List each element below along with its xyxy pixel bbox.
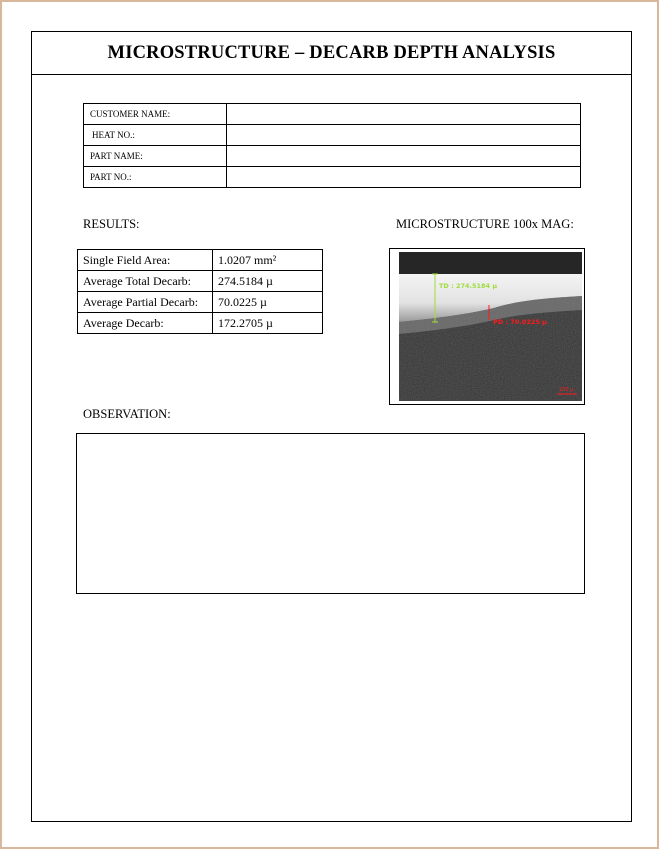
table-row — [78, 313, 323, 334]
microstructure-image — [399, 252, 582, 401]
observation-textarea[interactable] — [76, 433, 585, 594]
avg-partial-decarb-label: Average Partial Decarb: — [78, 292, 213, 313]
microstructure-heading: MICROSTRUCTURE 100x MAG: — [396, 217, 574, 231]
results-table — [77, 249, 323, 334]
document-title: MICROSTRUCTURE – DECARB DEPTH ANALYSIS — [32, 32, 631, 75]
part-no-label: PART NO.: — [84, 167, 227, 188]
total-decarb-label: TD : 274.5184 µ — [439, 282, 498, 290]
document-border — [31, 31, 632, 822]
micrograph-svg — [399, 252, 582, 401]
avg-total-decarb-label: Average Total Decarb: — [78, 271, 213, 292]
table-row — [84, 146, 581, 167]
table-row — [78, 250, 323, 271]
info-table — [83, 103, 581, 188]
avg-decarb-label: Average Decarb: — [78, 313, 213, 334]
heat-no-label: HEAT NO.: — [84, 125, 227, 146]
table-row — [84, 167, 581, 188]
table-row — [84, 125, 581, 146]
partial-decarb-label: PD : 70.0225 µ — [493, 318, 547, 326]
table-row — [78, 271, 323, 292]
avg-partial-decarb-value: 70.0225 µ — [213, 292, 323, 313]
customer-name-label: CUSTOMER NAME: — [84, 104, 227, 125]
avg-total-decarb-value: 274.5184 µ — [213, 271, 323, 292]
mount-region — [399, 252, 582, 274]
observation-heading: OBSERVATION: — [83, 407, 171, 421]
scale-label: 100 µ — [559, 387, 574, 393]
table-row — [84, 104, 581, 125]
microstructure-frame — [389, 248, 585, 405]
avg-decarb-value: 172.2705 µ — [213, 313, 323, 334]
table-row — [78, 292, 323, 313]
part-name-label: PART NAME: — [84, 146, 227, 167]
part-no-value[interactable] — [227, 167, 581, 188]
single-field-area-label: Single Field Area: — [78, 250, 213, 271]
single-field-area-value: 1.0207 mm² — [213, 250, 323, 271]
heat-no-value[interactable] — [227, 125, 581, 146]
results-heading: RESULTS: — [83, 217, 140, 231]
part-name-value[interactable] — [227, 146, 581, 167]
customer-name-value[interactable] — [227, 104, 581, 125]
